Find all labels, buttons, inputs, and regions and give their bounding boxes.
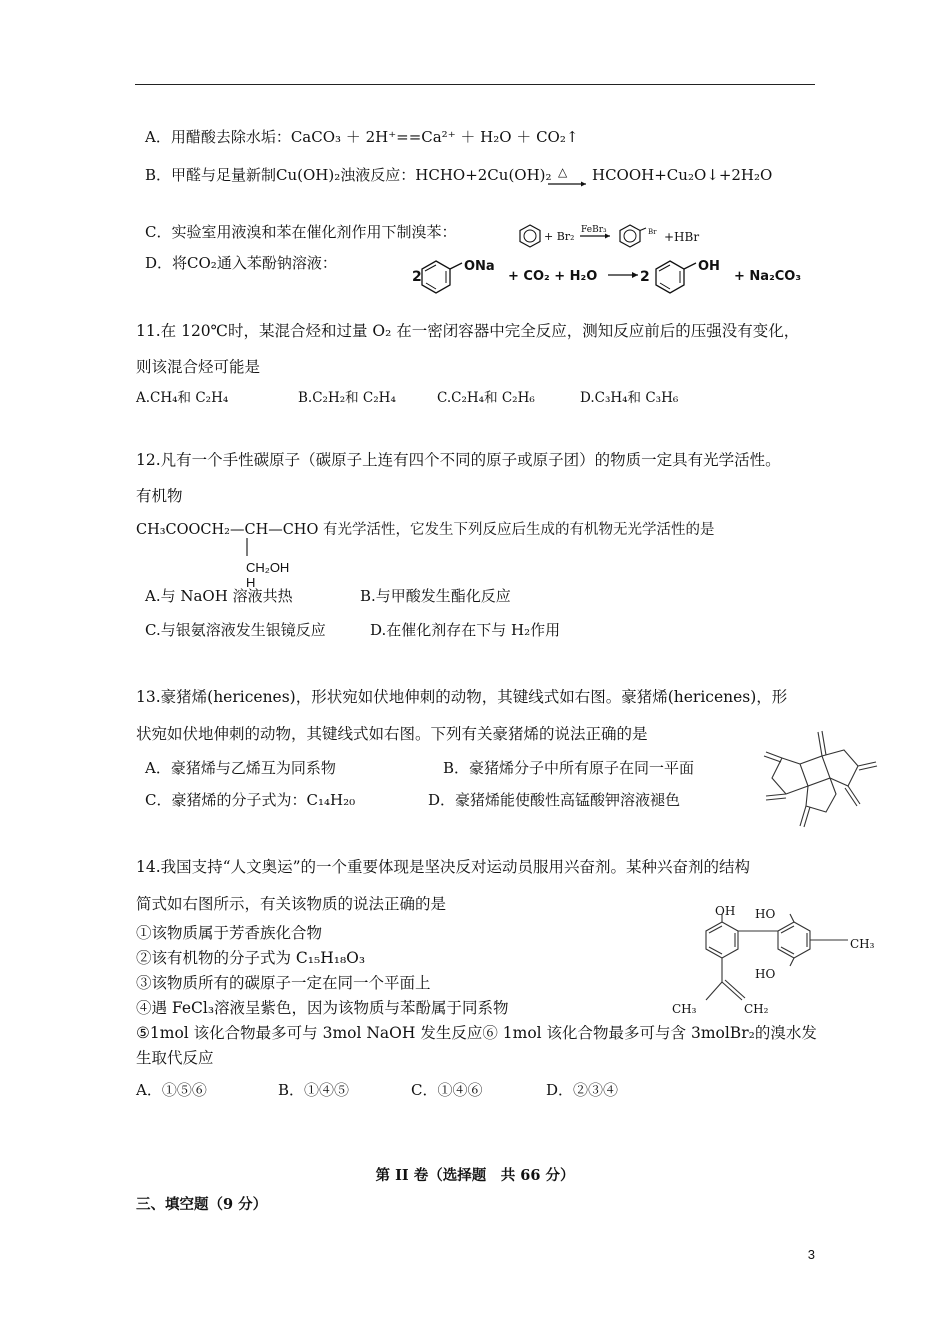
q14-option-a: A．①⑤⑥ xyxy=(136,1081,207,1099)
q10-option-b: B．甲醛与足量新制Cu(OH)₂浊液反应：HCHO+2Cu(OH)₂ xyxy=(145,166,552,184)
coef-2a: 2 xyxy=(412,269,422,285)
q12-formula: CH₃COOCH₂—CH—CHO 有光学活性，它发生下列反应后生成的有机物无光学活性的是 xyxy=(136,522,715,538)
q14-statement-5-6: ⑤1mol 该化合物最多可与 3mol NaOH 发生反应⑥ 1mol 该化合物最多可与含 3molBr₂的溴水发 xyxy=(136,1024,817,1042)
q11-stem-2: 则该混合烃可能是 xyxy=(136,358,261,376)
branch-bond xyxy=(246,538,250,558)
br-label: Br xyxy=(648,228,657,236)
q11-option-c: C.C₂H₄和 C₂H₆ xyxy=(437,390,535,406)
ho-top-label: HO xyxy=(755,907,776,921)
q14-statement-1: ①该物质属于芳香族化合物 xyxy=(136,924,323,942)
q14-statement-2: ②该有机物的分子式为 C₁₅H₁₈O₃ xyxy=(136,949,366,967)
q13-option-b: B．豪猪烯分子中所有原子在同一平面 xyxy=(443,759,695,777)
q10-b-products: HCOOH+Cu₂O↓+2H₂O xyxy=(592,166,773,184)
q14-option-d: D．②③④ xyxy=(546,1081,619,1099)
q11-option-d: D.C₃H₄和 C₃H₆ xyxy=(580,390,679,406)
q13-option-a: A．豪猪烯与乙烯互为同系物 xyxy=(145,759,336,777)
q11-option-a: A.CH₄和 C₂H₄ xyxy=(136,390,229,406)
febr3-label: FeBr₃ xyxy=(581,225,607,235)
q14-statement-4: ④遇 FeCl₃溶液呈紫色，因为该物质与苯酚属于同系物 xyxy=(136,999,509,1017)
header-rule xyxy=(135,84,815,85)
q14-statement-3: ③该物质所有的碳原子一定在同一个平面上 xyxy=(136,974,431,992)
q12-branch-ch2oh: CH₂OH xyxy=(246,560,290,575)
q14-statement-6-cont: 生取代反应 xyxy=(136,1049,214,1067)
na2co3-label: + Na₂CO₃ xyxy=(734,269,802,284)
hericenes-structure xyxy=(760,722,885,830)
section-title: 第 II 卷（选择题 共 66 分） xyxy=(375,1167,575,1184)
q14-stem-1: 14.我国支持“人文奥运”的一个重要体现是坚决反对运动员服用兴奋剂。某种兴奋剂的结构 xyxy=(136,858,751,876)
q11-option-b: B.C₂H₂和 C₂H₄ xyxy=(298,390,396,406)
q13-option-d: D．豪猪烯能使酸性高锰酸钾溶液褪色 xyxy=(428,791,681,809)
q10-option-c: C．实验室用液溴和苯在催化剂作用下制溴苯： xyxy=(145,223,457,241)
ch2-label: CH₂ xyxy=(744,1002,769,1016)
q12-branch-h: H xyxy=(246,575,256,590)
heating-arrow xyxy=(548,168,588,190)
ch3-bottom-label: CH₃ xyxy=(672,1002,697,1016)
page-number: 3 xyxy=(807,1247,815,1262)
oh-label: OH xyxy=(698,259,720,274)
ho-bottom-label: HO xyxy=(755,967,776,981)
q14-option-b: B．①④⑤ xyxy=(278,1081,350,1099)
br2-label: + Br₂ xyxy=(544,230,575,243)
ona-label: ONa xyxy=(464,259,495,274)
heat-condition: △ xyxy=(558,165,568,179)
q12-option-b: B.与甲酸发生酯化反应 xyxy=(360,587,511,605)
q12-option-d: D.在催化剂存在下与 H₂作用 xyxy=(370,621,561,639)
q13-stem-1: 13.豪猪烯(hericenes)，形状宛如伏地伸刺的动物，其键线式如右图。豪猪烯(hericenes)，形 xyxy=(136,688,788,706)
q12-option-c: C.与银氨溶液发生银镜反应 xyxy=(145,621,326,639)
oh-top-label: OH xyxy=(715,904,736,918)
q12-option-a: A.与 NaOH 溶液共热 xyxy=(145,587,293,605)
stimulant-structure xyxy=(670,900,890,1020)
q12-stem-2: 有机物 xyxy=(136,487,183,505)
q10-option-d: D．将CO₂通入苯酚钠溶液： xyxy=(145,254,337,272)
q13-option-c: C．豪猪烯的分子式为：C₁₄H₂₀ xyxy=(145,791,356,809)
section-heading: 三、填空题（9 分） xyxy=(136,1196,268,1213)
coef-2b: 2 xyxy=(640,269,650,285)
q14-stem-2: 简式如右图所示，有关该物质的说法正确的是 xyxy=(136,895,447,913)
q13-stem-2: 状宛如伏地伸刺的动物，其键线式如右图。下列有关豪猪烯的说法正确的是 xyxy=(136,725,648,743)
ch3-right-label: CH₃ xyxy=(850,937,875,951)
hbr-label: +HBr xyxy=(664,230,700,244)
co2-h2o-label: + CO₂ + H₂O xyxy=(508,269,598,284)
q12-stem-1: 12.凡有一个手性碳原子（碳原子上连有四个不同的原子或原子团）的物质一定具有光学活性。 xyxy=(136,451,781,469)
q14-option-c: C．①④⑥ xyxy=(411,1081,483,1099)
q11-stem-1: 11.在 120℃时，某混合烃和过量 O₂ 在一密闭容器中完全反应，测知反应前后的压强没有变化， xyxy=(136,322,800,340)
q10-option-a: A．用醋酸去除水垢：CaCO₃ ＋ 2H⁺==Ca²⁺ ＋ H₂O ＋ CO₂↑ xyxy=(145,128,579,146)
